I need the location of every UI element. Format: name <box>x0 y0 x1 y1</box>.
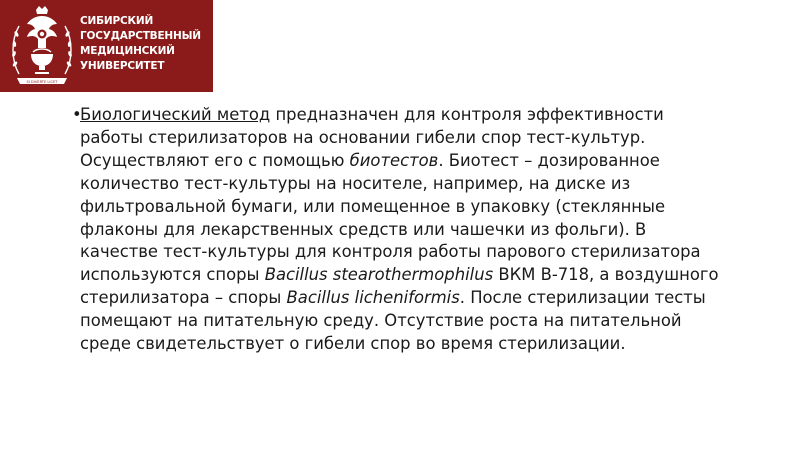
university-name-line: СИБИРСКИЙ <box>80 15 154 27</box>
university-emblem-icon <box>9 4 75 88</box>
university-name-line: МЕДИЦИНСКИЙ <box>80 45 175 57</box>
body-text: ВКМ В-718, а воздушного стерилизатора – споры <box>80 265 719 308</box>
biotests-term: биотестов <box>349 150 439 170</box>
university-name <box>80 14 210 74</box>
body-text: . После стерилизации тесты помещают на питательную среду. Отсутствие роста на питательной среде свидетельствует о гибели спор во время стерилизации. <box>80 288 706 354</box>
method-term: Биологический метод <box>80 105 271 124</box>
university-name-line: УНИВЕРСИТЕТ <box>80 60 165 72</box>
emblem-motto: SI DIVERTE LICET <box>26 80 58 84</box>
body-text: предназначен для контроля эффективности работы стерилизаторов на основании гибели спор тест-культур. Осуществляют его с помощью <box>80 105 664 170</box>
body-text: . Биотест – дозированное количество тест-культуры на носителе, например, на диске из фильтровальной бумаги, или помещенное в упаковку (стеклянные флаконы для лекарственных средств или чашечки из фольги). В качестве тест-культуры для контроля работы парового стерилизатора используются споры <box>80 150 701 285</box>
slide-body-paragraph <box>72 104 720 356</box>
species-name: Bacillus stearothermophilus <box>264 265 494 285</box>
university-name-line: ГОСУДАРСТВЕННЫЙ <box>80 30 201 42</box>
species-name: Bacillus licheniformis <box>286 288 460 308</box>
university-logo-banner <box>0 0 213 92</box>
bullet-marker: • <box>72 105 82 124</box>
